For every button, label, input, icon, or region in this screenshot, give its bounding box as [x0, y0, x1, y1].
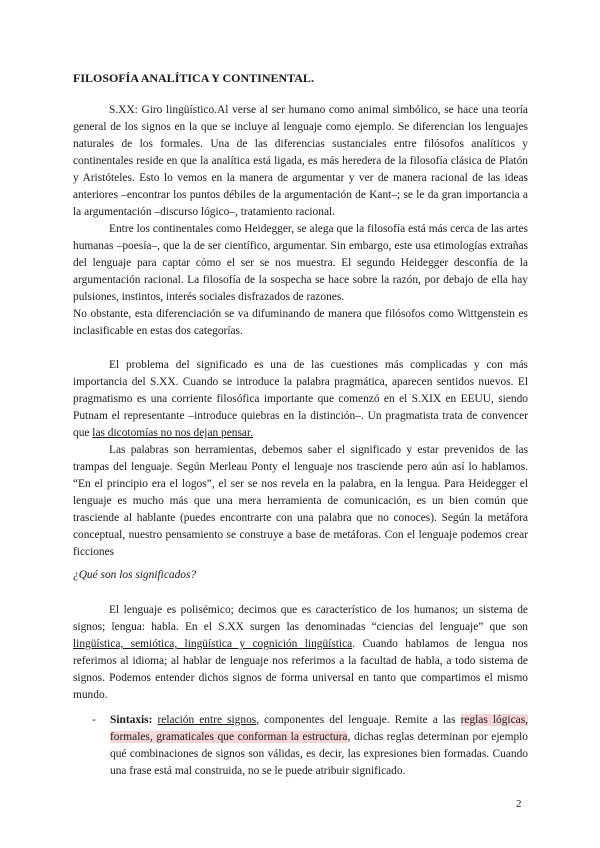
page-number: 2	[516, 798, 522, 810]
highlighted-phrase: reglas lógicas, formales, gramaticales que conforman la estructura	[110, 714, 528, 743]
paragraph-continentales: Entre los continentales como Heidegger, se alega que la filosofía está más cerca de las artes humanas –poesía–, que la de ser científico, argumentar. Sin embargo, este usa etimologías extrañas del lenguaje para captar cómo el ser se nos muestra. El segundo Heidegger desconfía de la argumentación racional. La filosofía de la sospecha se hace sobre la razón, por debajo de ella hay pulsiones, instintos, interés sociales disfrazados de razones.	[73, 223, 528, 303]
paragraph-no-obstante: No obstante, esta diferenciación se va difuminando de manera que filósofos como Wittgenstein es inclasificable en estas dos categorías.	[73, 308, 528, 337]
bullet-text-mid: , componentes del lenguaje. Remite a las	[256, 714, 461, 726]
paragraph-lenguaje-polisemico	[73, 602, 528, 704]
underlined-phrase: relación entre signos	[157, 714, 257, 726]
paragraph-text: El problema del significado es una de las cuestiones más complicadas y con más importancia del S.XX. Cuando se introduce la palabra pragmática, aparecen sentidos nuevos. El pragmatismo es una corriente filosófica importante que comenzó en el S.XIX en EEUU, siendo Putnam el representante –introduce quiebras en la distinción–. Un pragmatista trata de convencer que	[73, 359, 528, 439]
bullet-dash: -	[92, 714, 96, 726]
paragraph-text: El lenguaje es polisémico; decimos que es característico de los humanos; un sistema de signos; lengua: habla. En el S.XX surgen las denominadas “ciencias del lenguaje” que son	[73, 604, 528, 633]
underlined-phrase: las dicotomías no nos dejan pensar.	[92, 427, 253, 439]
paragraph-problema-significado	[73, 357, 528, 442]
document-title: FILOSOFÍA ANALÍTICA Y CONTINENTAL.	[73, 71, 314, 85]
bullet-term: Sintaxis:	[110, 714, 153, 726]
paragraph-text-continued: . Cuando hablamos de lengua nos referimos al idioma; al hablar de lenguaje nos referimos a la facultad de habla, a todo sistema de signos. Podemos entender dichos signos de forma universal en tanto que compartimos el mismo mundo.	[73, 638, 528, 701]
underlined-phrase: lingüística, semiótica, lingüística y cognición lingüística	[73, 638, 353, 650]
paragraph-palabras-herramientas: Las palabras son herramientas, debemos saber el significado y estar prevenidos de las trampas del lenguaje. Según Merleau Ponty el lenguaje nos trasciende pero aún así lo hablamos. “En el principio era el logos”, el ser se nos revela en la palabra, en la lengua. Para Heidegger el lenguaje es mucho más que una mera herramienta de comunicación, es un bien común que trasciende al hablante (puedes encontrarte con una palabra que no conoces). Según la metáfora conceptual, nuestro pensamiento se construye a base de metáforas. Con el lenguaje podemos crear ficciones	[73, 444, 528, 558]
section-subheading: ¿Qué son los significados?	[73, 569, 197, 581]
paragraph-giro-linguistico: S.XX: Giro lingüístico.Al verse al ser humano como animal simbólico, se hace una teoría general de los signos en la que se incluye al lenguaje como ejemplo. Se diferencian los lenguajes naturales de los formales. Una de las diferencias sustanciales entre filósofos analíticos y continentales reside en que la analítica está ligada, es más heredera de la filosofía clásica de Platón y Aristóteles. Esto lo vemos en la manera de argumentar y ver de manera racional de las ideas anteriores –encontrar los puntos débiles de la argumentación de Kant–; se le da gran importancia a la argumentación –discurso lógico–, tratamiento racional.	[73, 104, 528, 218]
bullet-sintaxis	[110, 712, 528, 780]
bullet-text-end: , dichas reglas determinan por ejemplo qué combinaciones de signos son válidas, es decir, las expresiones bien formadas. Cuando una frase está mal construida, no se le puede atribuir significado.	[110, 731, 528, 777]
